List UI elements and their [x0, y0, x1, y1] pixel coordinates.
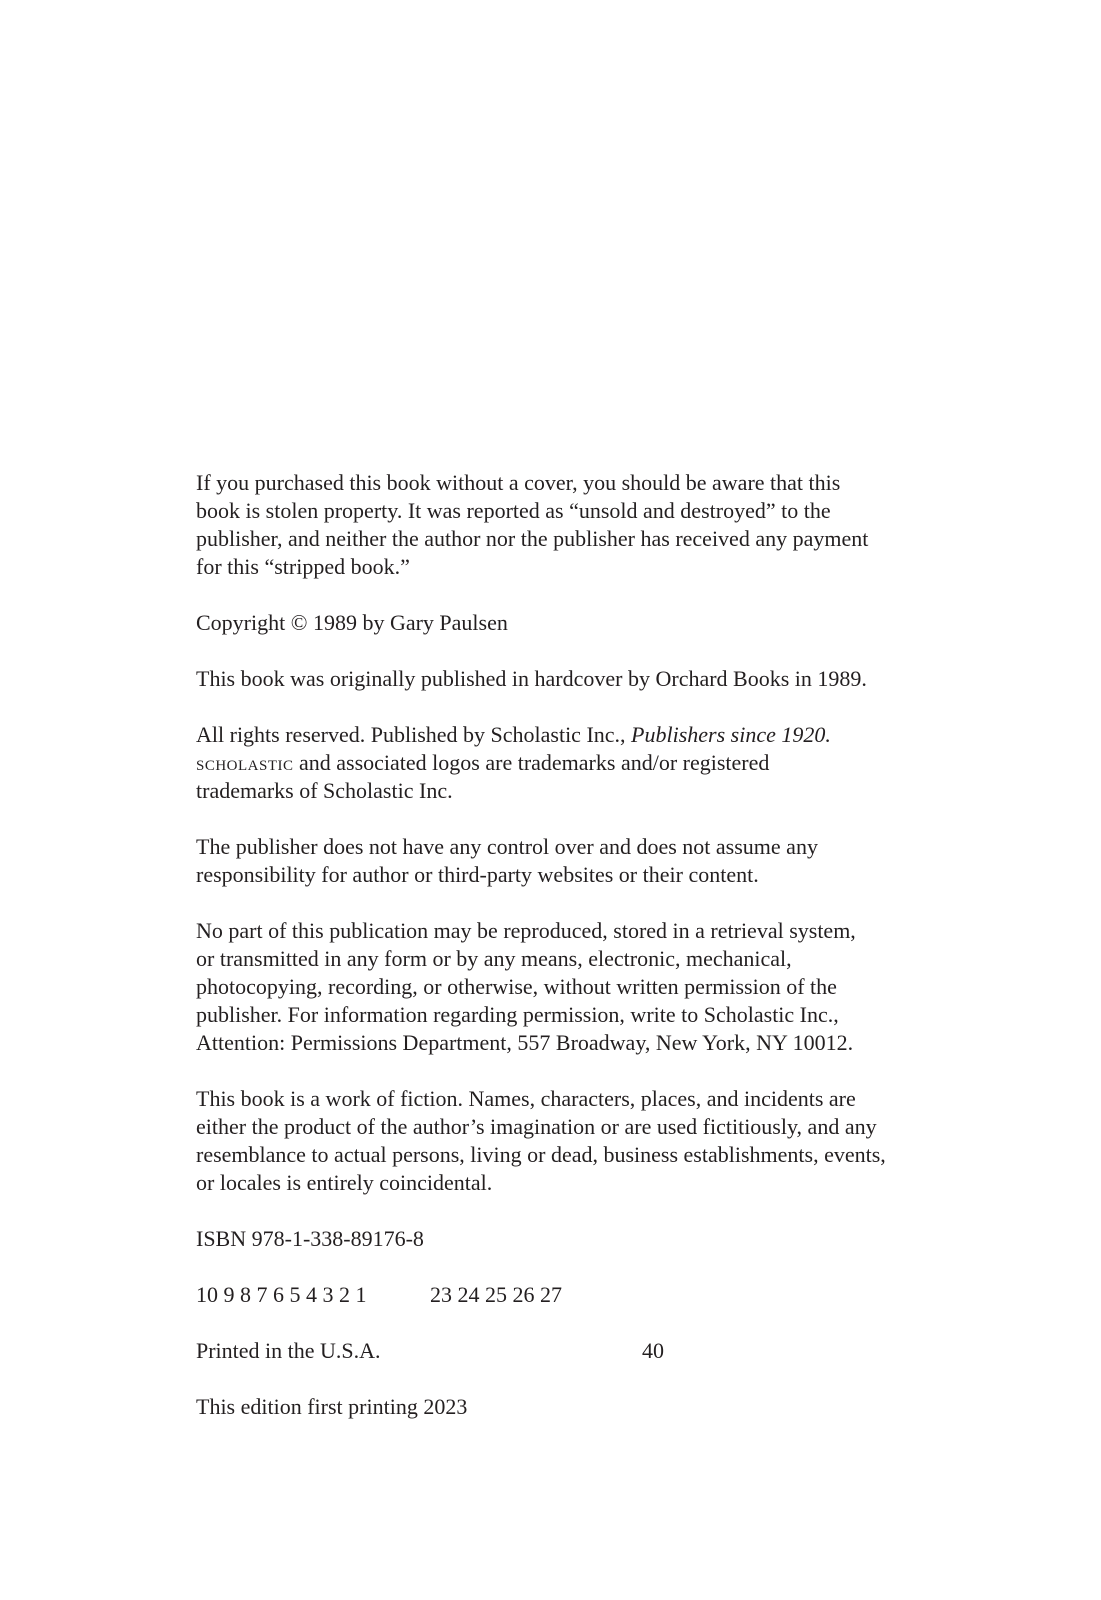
printing-number-line: [196, 1281, 916, 1309]
stripped-book-notice: [196, 469, 916, 581]
reproduction-notice: [196, 917, 916, 1057]
rights-line-1: [196, 721, 916, 749]
printed-in-label: Printed in the U.S.A.: [196, 1338, 381, 1363]
printing-numbers: 10 9 8 7 6 5 4 3 2 1: [196, 1282, 367, 1307]
fiction-notice-line: or locales is entirely coincidental.: [196, 1170, 493, 1195]
website-disclaimer-line: responsibility for author or third-party websites or their content.: [196, 862, 759, 887]
reproduction-notice-line: publisher. For information regarding permission, write to Scholastic Inc.,: [196, 1002, 839, 1027]
reproduction-notice-line: No part of this publication may be reproduced, stored in a retrieval system,: [196, 918, 856, 943]
printing-row: [196, 1281, 916, 1309]
printer-code: 40: [642, 1338, 664, 1363]
stripped-notice-line: publisher, and neither the author nor the publisher has received any payment: [196, 526, 869, 551]
rights-trademark-text: and associated logos are trademarks and/or registered: [293, 750, 770, 775]
reproduction-notice-line: or transmitted in any form or by any means, electronic, mechanical,: [196, 946, 792, 971]
copyright-line: [196, 609, 916, 637]
edition-line: [196, 1393, 916, 1421]
reproduction-notice-line: Attention: Permissions Department, 557 Broadway, New York, NY 10012.: [196, 1030, 854, 1055]
reproduction-notice-line: photocopying, recording, or otherwise, without written permission of the: [196, 974, 837, 999]
printed-in-line: [196, 1337, 916, 1365]
isbn-line: [196, 1225, 916, 1253]
rights-line-2: [196, 749, 916, 777]
stripped-notice-line: If you purchased this book without a cover, you should be aware that this: [196, 470, 841, 495]
rights-publisher-text: All rights reserved. Published by Scholastic Inc.,: [196, 722, 632, 747]
copyright-text-block: [196, 469, 916, 1449]
fiction-notice-line: resemblance to actual persons, living or dead, business establishments, events,: [196, 1142, 886, 1167]
stripped-notice-line: for this “stripped book.”: [196, 554, 410, 579]
rights-line-3: trademarks of Scholastic Inc.: [196, 778, 453, 803]
rights-reserved-notice: [196, 721, 916, 805]
website-disclaimer-line: The publisher does not have any control over and does not assume any: [196, 834, 818, 859]
printing-years: 23 24 25 26 27: [430, 1282, 562, 1307]
rights-publisher-tagline: Publishers since 1920.: [631, 722, 831, 747]
original-publication-text: This book was originally published in hardcover by Orchard Books in 1989.: [196, 666, 867, 691]
edition-text: This edition first printing 2023: [196, 1394, 468, 1419]
fiction-notice-line: This book is a work of fiction. Names, characters, places, and incidents are: [196, 1086, 856, 1111]
copyright-text: Copyright © 1989 by Gary Paulsen: [196, 610, 508, 635]
printed-in-row: [196, 1337, 916, 1365]
scholastic-trademark: scholastic: [196, 750, 294, 775]
isbn-text: ISBN 978-1-338-89176-8: [196, 1226, 424, 1251]
fiction-notice-line: either the product of the author’s imagination or are used fictitiously, and any: [196, 1114, 877, 1139]
stripped-notice-line: book is stolen property. It was reported as “unsold and destroyed” to the: [196, 498, 831, 523]
original-publication-note: [196, 665, 916, 693]
fiction-notice: [196, 1085, 916, 1197]
website-disclaimer: [196, 833, 916, 889]
